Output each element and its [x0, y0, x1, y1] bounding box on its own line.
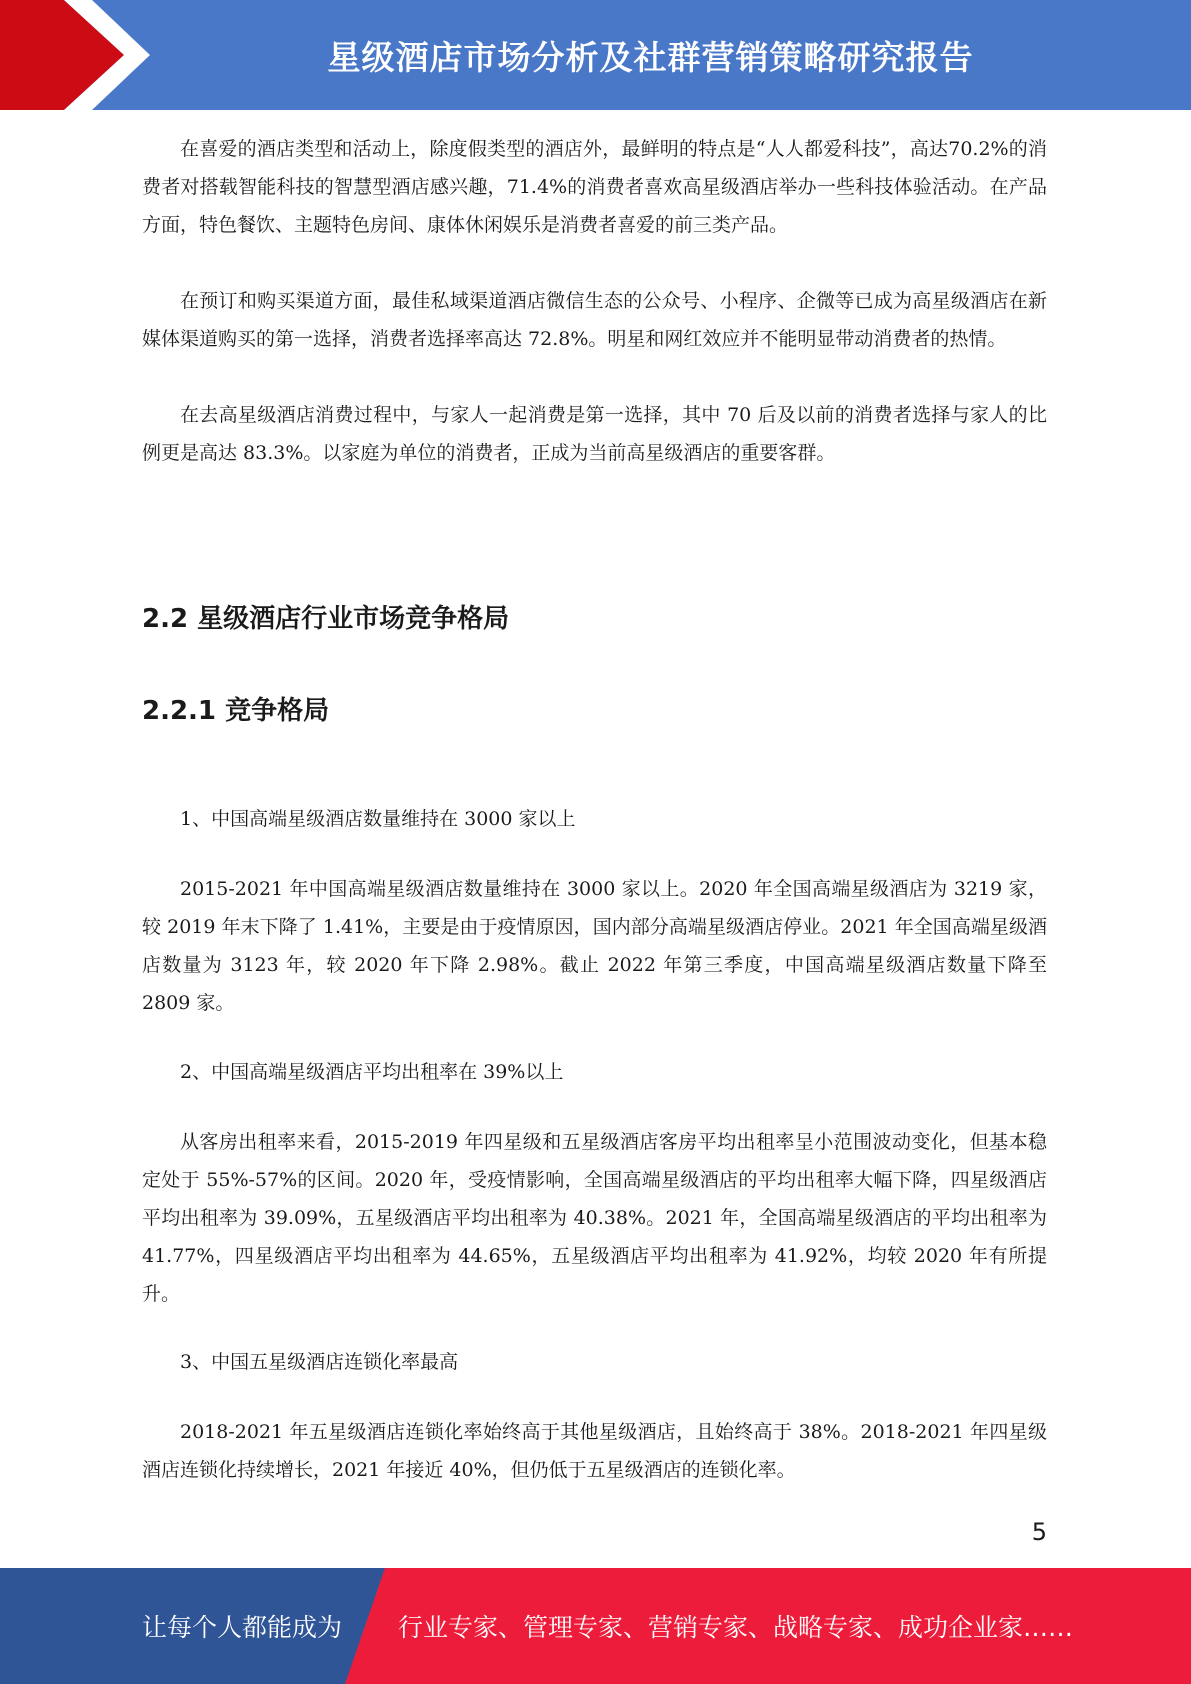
report-title: 星级酒店市场分析及社群营销策略研究报告 — [327, 37, 974, 77]
page-footer — [0, 1568, 1191, 1684]
page-header — [0, 0, 1191, 110]
section-heading: 2.2 星级酒店行业市场竞争格局 — [142, 604, 510, 634]
intro-section — [142, 130, 1047, 472]
item-3 — [142, 1343, 1047, 1489]
item-2-title: 2、中国高端星级酒店平均出租率在 39%以上 — [180, 1061, 564, 1083]
item-1-body: 2015-2021 年中国高端星级酒店数量维持在 3000 家以上。2020 年全国高端星级酒店为 3219 家，较 2019 年末下降了 1.41%，主要是由于疫情原因，国内部分高端星级酒店停业。2021 年全国高端星级酒店数量为 3123 年，较 2020 年下降 2.98%。截止 2022 年第三季度，中国高端星级酒店数量下降至 2809 家。 — [142, 878, 1047, 1014]
subsection-heading: 2.2.1 竞争格局 — [142, 696, 330, 726]
item-2-body: 从客房出租率来看，2015-2019 年四星级和五星级酒店客房平均出租率呈小范围波动变化，但基本稳定处于 55%-57%的区间。2020 年，受疫情影响，全国高端星级酒店的平均出租率大幅下降，四星级酒店平均出租率为 39.09%，五星级酒店平均出租率为 40.38%。2021 年，全国高端星级酒店的平均出租率为 41.77%，四星级酒店平均出租率为 44.65%，五星级酒店平均出租率为 41.92%，均较 2020 年有所提升。 — [142, 1131, 1047, 1305]
item-2 — [142, 1053, 1047, 1313]
footer-slogan-right: 行业专家、管理专家、营销专家、战略专家、成功企业家…… — [398, 1613, 1074, 1642]
item-1 — [142, 800, 1047, 1022]
intro-paragraph-3: 在去高星级酒店消费过程中，与家人一起消费是第一选择，其中 70 后及以前的消费者选择与家人的比例更是高达 83.3%。以家庭为单位的消费者，正成为当前高星级酒店的重要客群。 — [142, 404, 1047, 464]
item-3-body: 2018-2021 年五星级酒店连锁化率始终高于其他星级酒店，且始终高于 38%。2018-2021 年四星级酒店连锁化持续增长，2021 年接近 40%，但仍低于五星级酒店的连锁化率。 — [142, 1421, 1047, 1481]
intro-paragraph-2: 在预订和购买渠道方面，最佳私域渠道酒店微信生态的公众号、小程序、企微等已成为高星级酒店在新媒体渠道购买的第一选择，消费者选择率高达 72.8%。明星和网红效应并不能明显带动消费者的热情。 — [142, 290, 1047, 350]
page-number: 5 — [1031, 1518, 1047, 1546]
item-1-title: 1、中国高端星级酒店数量维持在 3000 家以上 — [180, 808, 576, 830]
intro-paragraph-1: 在喜爱的酒店类型和活动上，除度假类型的酒店外，最鲜明的特点是“人人都爱科技”，高达70.2%的消费者对搭载智能科技的智慧型酒店感兴趣，71.4%的消费者喜欢高星级酒店举办一些科技体验活动。在产品方面，特色餐饮、主题特色房间、康体休闲娱乐是消费者喜爱的前三类产品。 — [142, 138, 1047, 236]
item-3-title: 3、中国五星级酒店连锁化率最高 — [180, 1351, 459, 1373]
footer-slogan-left: 让每个人都能成为 — [142, 1613, 343, 1642]
